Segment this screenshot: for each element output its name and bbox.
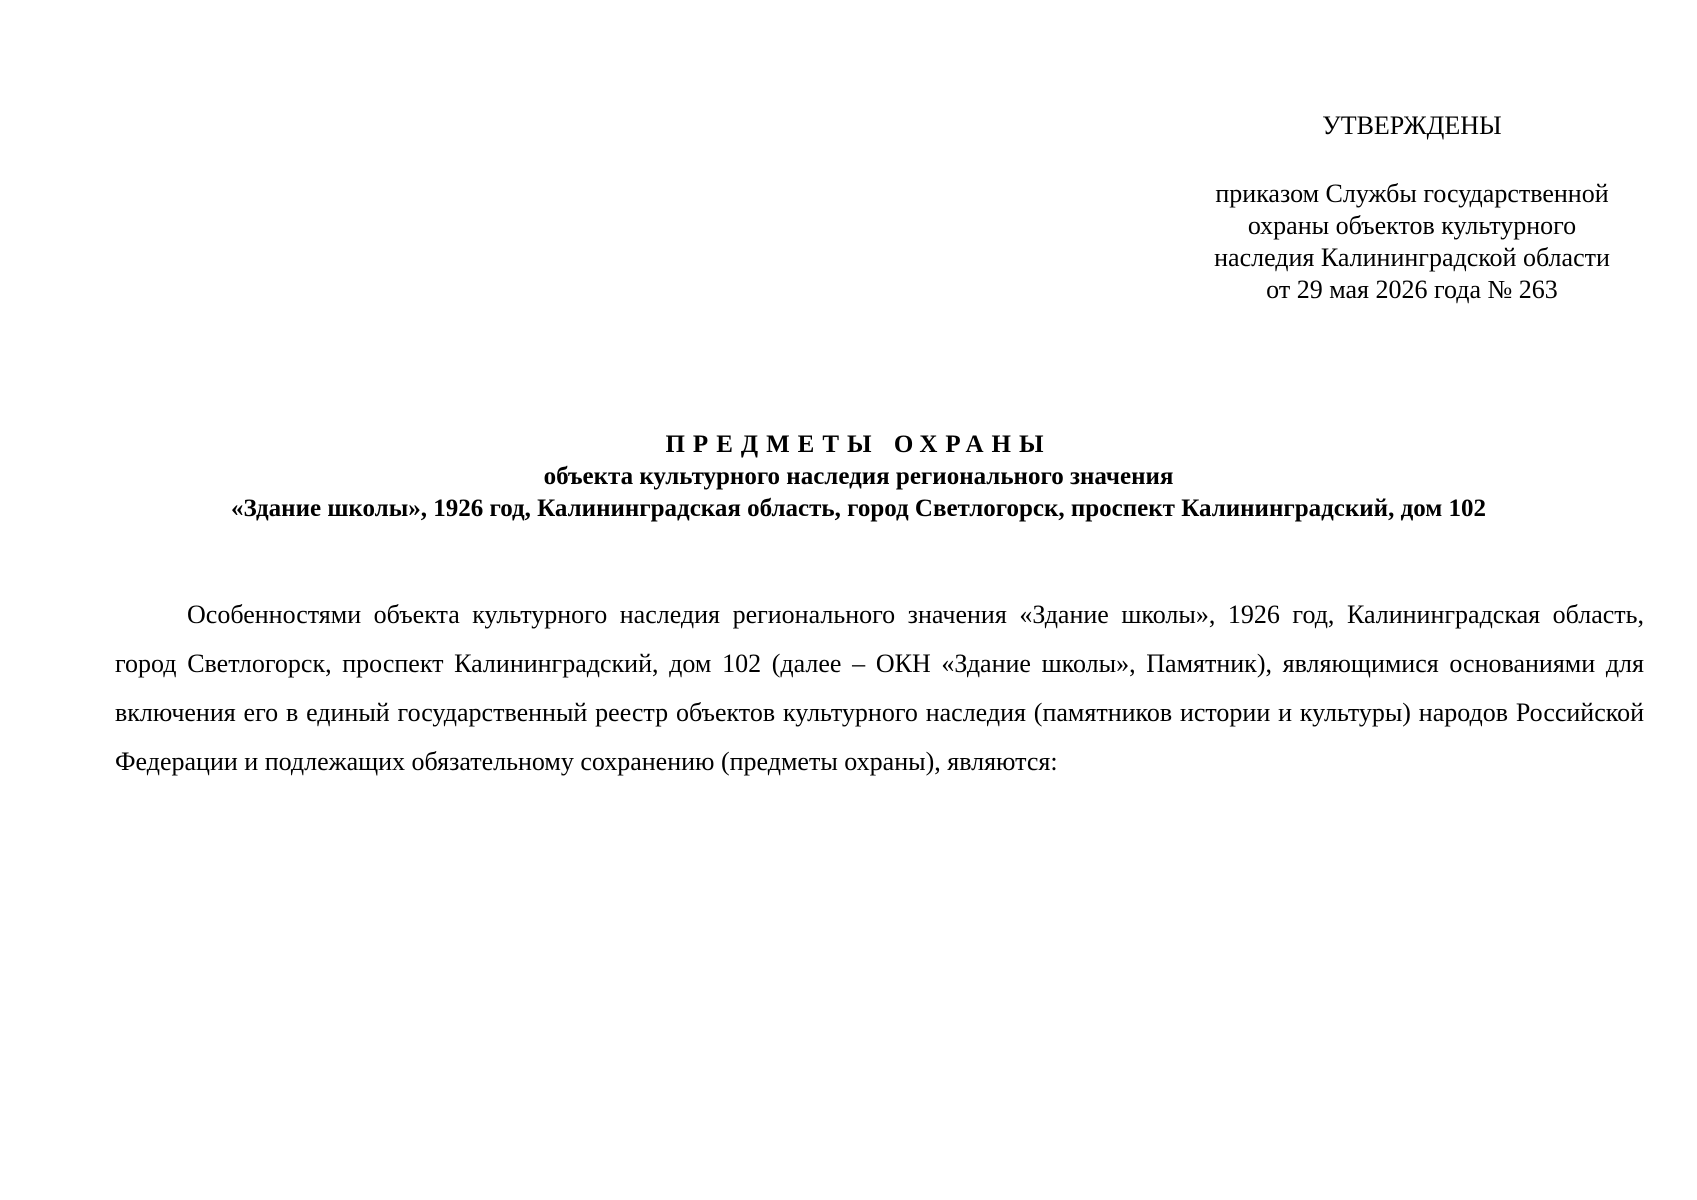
document-subtitle: объекта культурного наследия регионального значения xyxy=(543,463,1174,490)
document-title: ПРЕДМЕТЫ ОХРАНЫ xyxy=(665,431,1052,458)
approval-block xyxy=(1180,110,1644,306)
object-name-line: «Здание школы», 1926 год, Калининградская область, город Светлогорск, проспект Калининградский, дом 102 xyxy=(230,495,1487,522)
approval-order-text xyxy=(1180,178,1644,306)
approval-heading: УТВЕРЖДЕНЫ xyxy=(1322,111,1502,140)
approval-line: наследия Калининградской области xyxy=(1214,243,1610,272)
document-title-block xyxy=(100,429,1617,525)
approval-line: охраны объектов культурного xyxy=(1247,211,1577,240)
approval-line: от 29 мая 2026 года № 263 xyxy=(1266,275,1558,304)
body-paragraph: Особенностями объекта культурного наследия регионального значения «Здание школы», 1926 год, Калининградская область, город Светлогорск, проспект Калининградский, дом 102 (далее – ОКН «Здание школы», Памятник), являющимися основаниями для включения его в единый государственный реестр объектов культурного наследия (памятников истории и культуры) народов Российской Федерации и подлежащих обязательному сохранению (предметы охраны), являются: xyxy=(115,600,1644,776)
approval-line: приказом Службы государственной xyxy=(1215,179,1609,208)
